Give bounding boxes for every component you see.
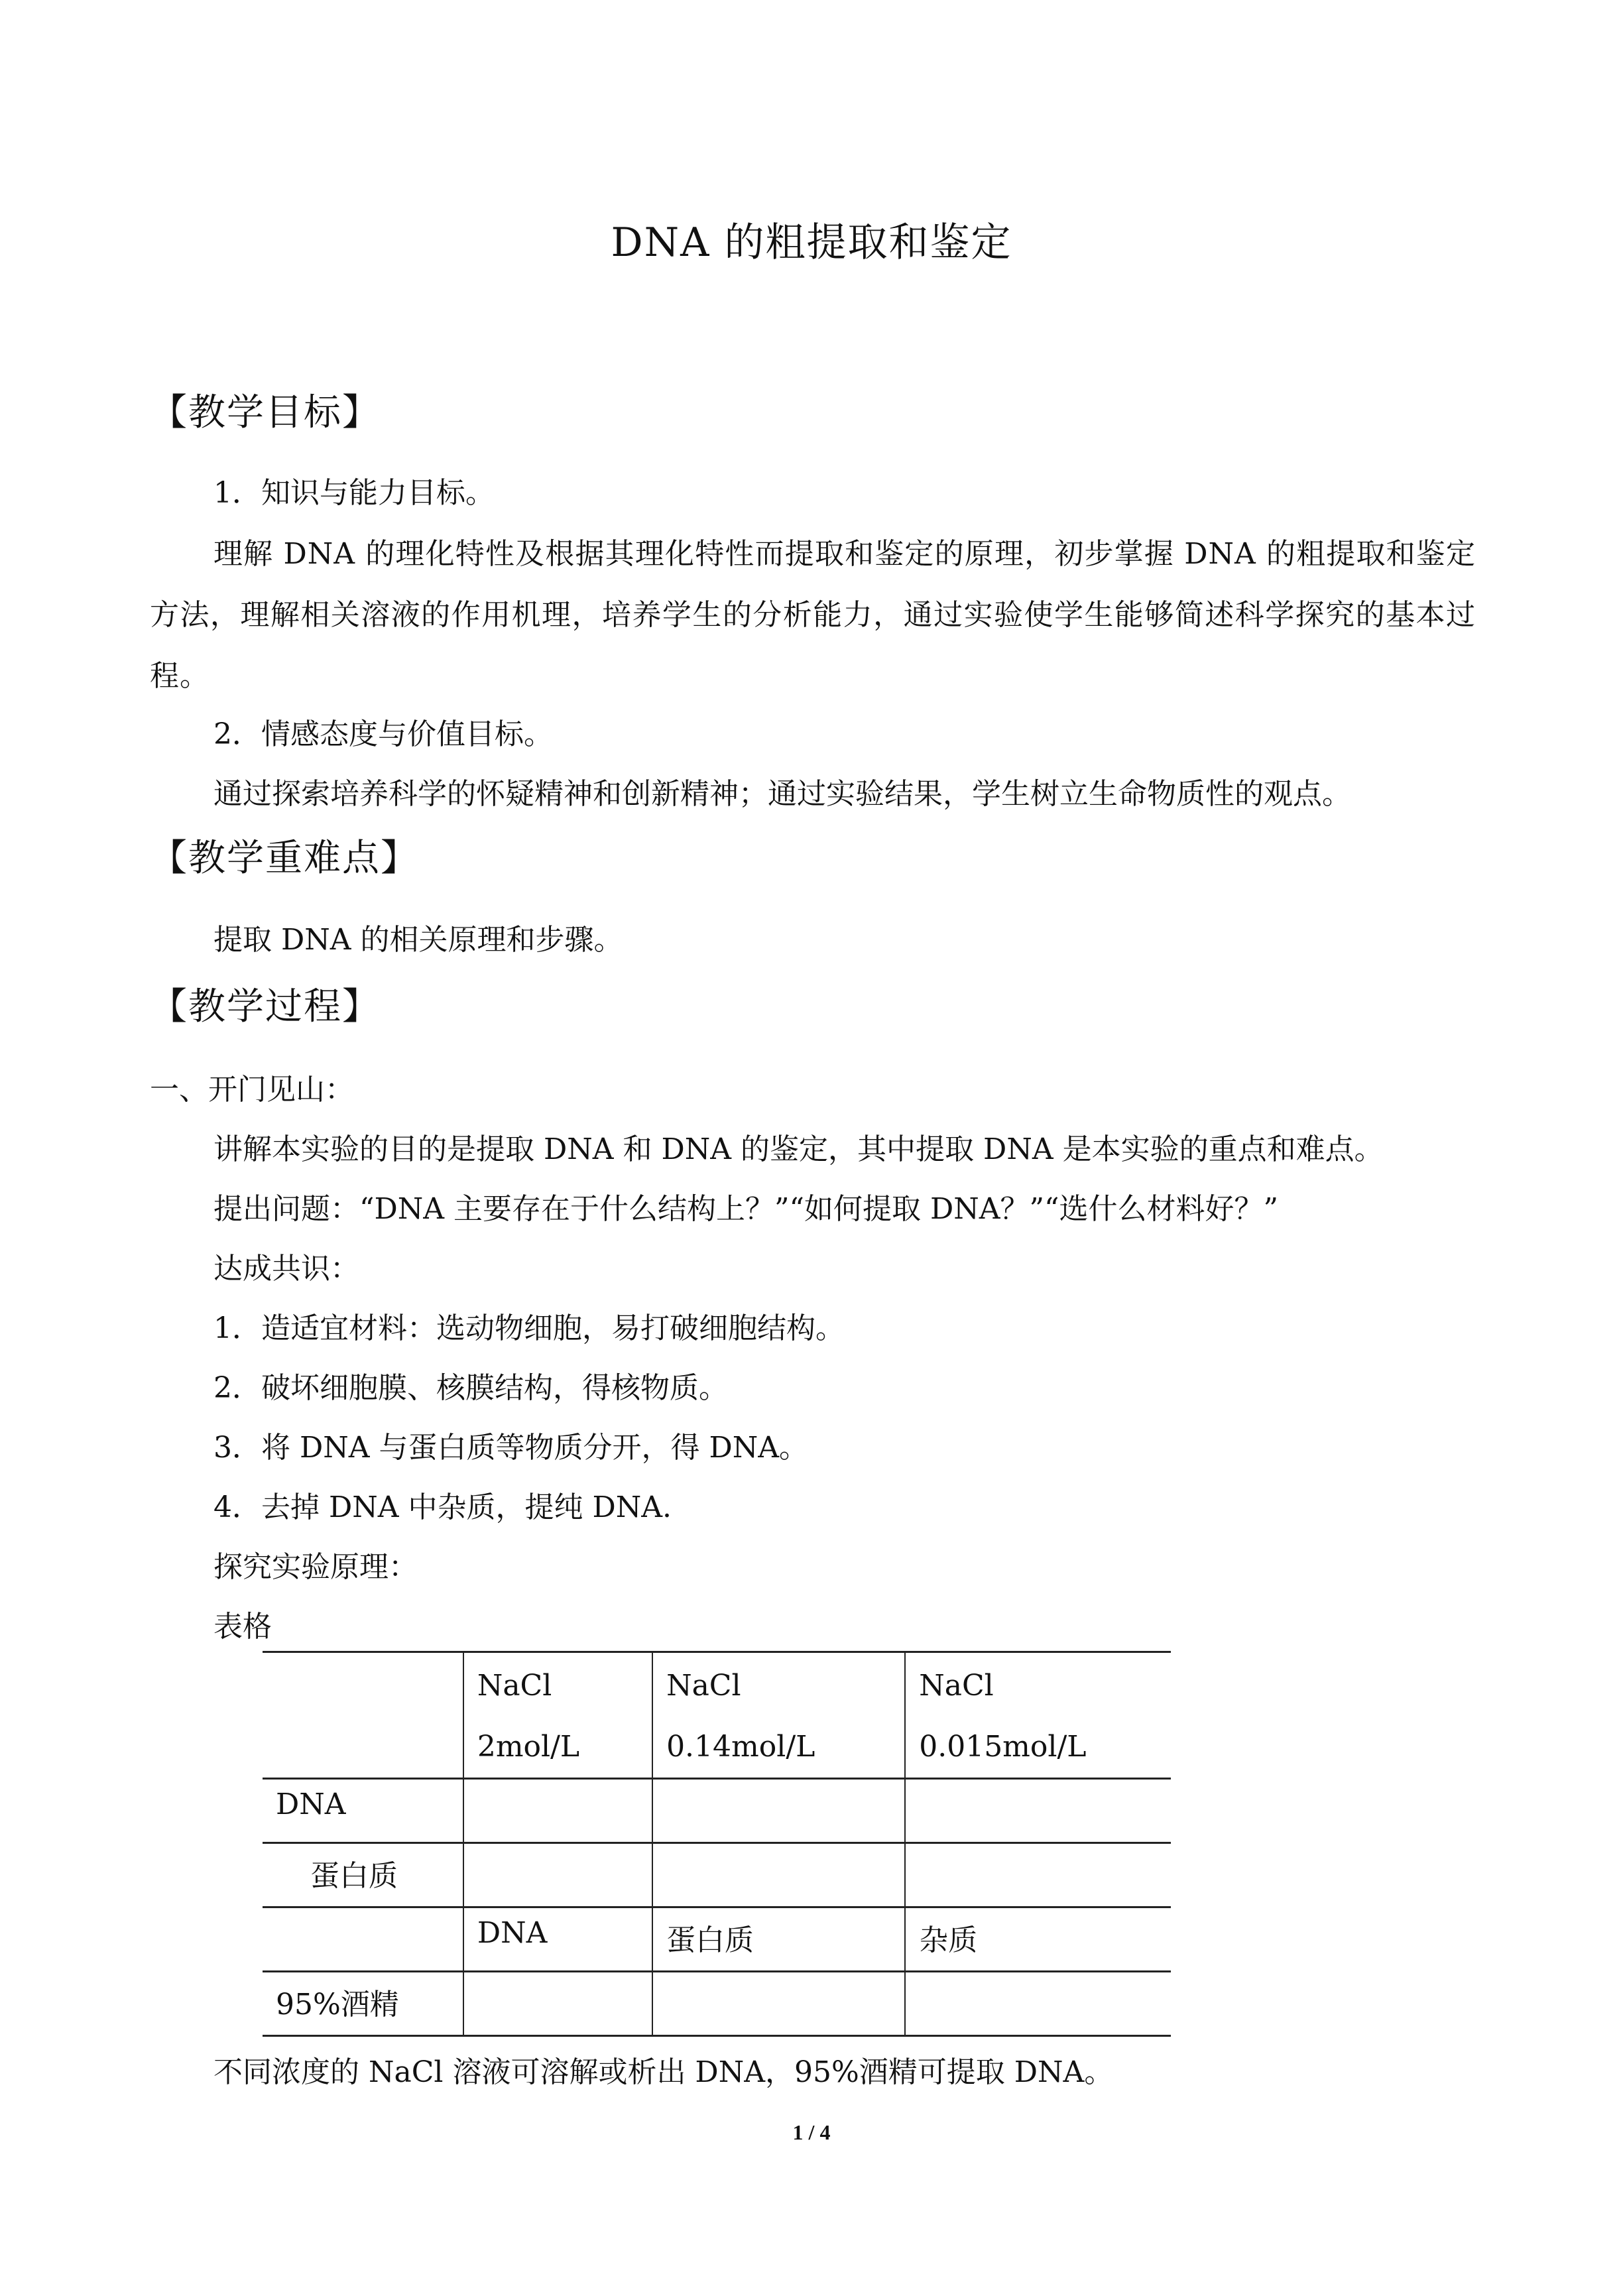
- process-step: 4．去掉 DNA 中杂质，提纯 DNA.: [213, 1490, 672, 1524]
- nacl-experiment-table: [263, 1651, 1171, 2037]
- table-cell: 杂质: [905, 1907, 1171, 1972]
- process-step: 1．造适宜材料：选动物细胞，易打破细胞结构。: [213, 1311, 845, 1345]
- process-step: 3．将 DNA 与蛋白质等物质分开，得 DNA。: [213, 1431, 809, 1465]
- table-header-nacl-0-14mol: NaCl 0.14mol/L: [666, 1669, 815, 1764]
- goal-1-label: 1．知识与能力目标。: [213, 476, 495, 510]
- table-cell: [905, 1972, 1171, 2036]
- table-cell: [905, 1652, 1171, 1779]
- page-title: DNA 的粗提取和鉴定: [611, 219, 1012, 266]
- difficulty-text: 提取 DNA 的相关原理和步骤。: [213, 923, 623, 957]
- table-cell: [652, 1843, 905, 1907]
- section-heading-difficulty: 【教学重难点】: [150, 837, 419, 880]
- table-cell: [652, 1972, 905, 2036]
- section-heading-goals: 【教学目标】: [150, 391, 381, 434]
- process-principle-label: 探究实验原理：: [213, 1550, 418, 1584]
- table-cell: 蛋白质: [263, 1843, 463, 1907]
- process-step: 2．破坏细胞膜、核膜结构，得核物质。: [213, 1371, 728, 1405]
- process-conclusion: 不同浓度的 NaCl 溶液可溶解或析出 DNA，95%酒精可提取 DNA。: [213, 2055, 1114, 2089]
- table-row: [263, 1779, 1171, 1843]
- table-cell: [463, 1779, 652, 1843]
- process-part1-heading: 一、开门见山：: [150, 1073, 354, 1107]
- table-cell: [905, 1843, 1171, 1907]
- table-header-nacl-0-015mol: NaCl 0.015mol/L: [919, 1669, 1087, 1764]
- process-table-label: 表格: [213, 1610, 272, 1644]
- process-consensus-label: 达成共识：: [213, 1252, 359, 1286]
- table-cell: [463, 1972, 652, 2036]
- table-cell: DNA: [463, 1907, 652, 1972]
- table-cell: [463, 1652, 652, 1779]
- goal-2-text: 通过探索培养科学的怀疑精神和创新精神；通过实验结果，学生树立生命物质性的观点。: [213, 777, 1351, 811]
- table-cell: [263, 1652, 463, 1779]
- page-number: 1 / 4: [792, 2120, 831, 2144]
- table-cell: DNA: [263, 1779, 463, 1843]
- table-cell: [905, 1779, 1171, 1843]
- process-questions: 提出问题：“DNA 主要存在于什么结构上？”“如何提取 DNA？”“选什么材料好？”: [213, 1192, 1279, 1226]
- table-cell: [463, 1843, 652, 1907]
- table-row: [263, 1972, 1171, 2036]
- table-row: [263, 1907, 1171, 1972]
- table-cell: 蛋白质: [652, 1907, 905, 1972]
- process-intro: 讲解本实验的目的是提取 DNA 和 DNA 的鉴定，其中提取 DNA 是本实验的重点和难点。: [213, 1132, 1384, 1166]
- table-cell: [652, 1652, 905, 1779]
- table-header-row: [263, 1652, 1171, 1779]
- table-header-nacl-2mol: NaCl 2mol/L: [477, 1669, 580, 1764]
- section-heading-process: 【教学过程】: [150, 985, 381, 1028]
- table-cell: [263, 1907, 463, 1972]
- table-cell: 95%酒精: [263, 1972, 463, 2036]
- goal-2-label: 2．情感态度与价值目标。: [213, 717, 553, 751]
- table-cell: [652, 1779, 905, 1843]
- goal-1-text: 理解 DNA 的理化特性及根据其理化特性而提取和鉴定的原理，初步掌握 DNA 的粗提取和鉴定方法，理解相关溶液的作用机理，培养学生的分析能力，通过实验使学生能够简述科学探究的基本过程。: [150, 537, 1476, 693]
- table-row: [263, 1843, 1171, 1907]
